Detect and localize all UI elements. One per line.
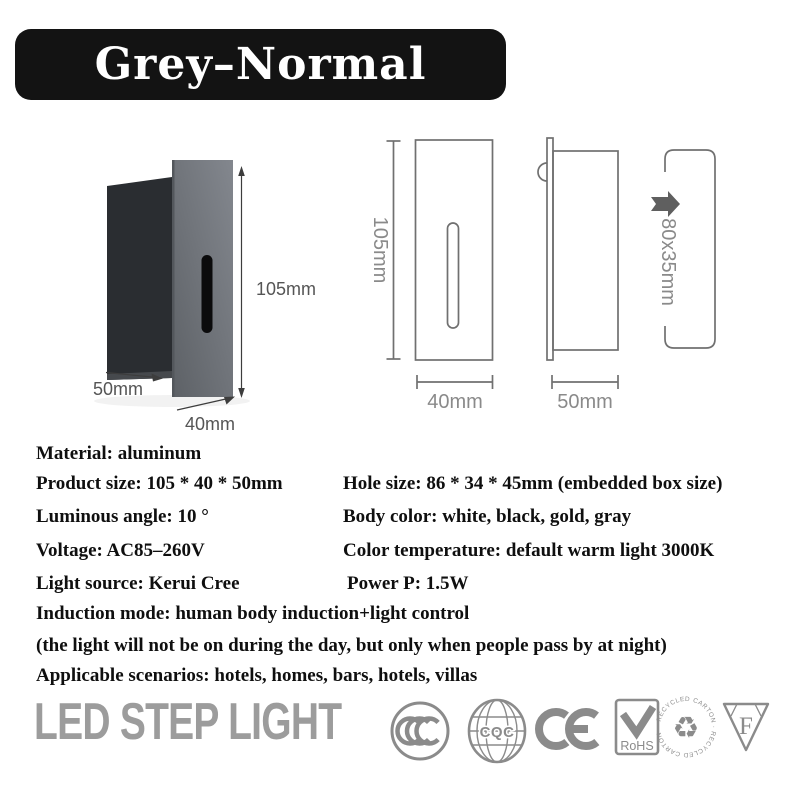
photo-width-label: 40mm (185, 414, 236, 434)
photo-depth-label: 50mm (93, 379, 144, 399)
ce-mark-icon (539, 712, 603, 746)
rohs-label: RoHS (620, 739, 654, 753)
spec-color-temperature: Color temperature: default warm light 3000K (343, 540, 715, 561)
front-height-label: 105mm (369, 216, 391, 284)
spec-luminous-angle: Luminous angle: 10 ° (36, 506, 209, 527)
rohs-mark-icon (616, 700, 658, 754)
front-view-slot (448, 223, 459, 328)
spec-applicable-scenarios: Applicable scenarios: hotels, homes, bars, hotels, villas (36, 665, 478, 686)
f-resin-mark-icon (724, 704, 768, 750)
arrow-down-icon (238, 388, 245, 398)
spec-induction-mode: Induction mode: human body induction+light control (36, 603, 470, 624)
spec-power: Power P: 1.5W (347, 573, 469, 594)
page-title: Grey–Normal (94, 39, 427, 90)
product-body-box (107, 177, 172, 380)
f-label: F (739, 713, 753, 740)
side-view-body (553, 151, 618, 350)
spec-product-size: Product size: 105 * 40 * 50mm (36, 473, 283, 494)
side-view-drawing (538, 138, 618, 389)
side-depth-label: 50mm (557, 391, 613, 413)
recycled-carton-icon (655, 696, 717, 758)
cutout-drawing (651, 150, 715, 348)
recycle-symbol-icon: ♻ (672, 711, 700, 746)
cqc-label: CQC (479, 724, 515, 741)
light-slot (202, 255, 213, 333)
spec-material: Material: aluminum (36, 443, 202, 464)
front-width-label: 40mm (427, 391, 483, 413)
product-photo-3d (94, 160, 250, 407)
check-icon (623, 707, 653, 733)
front-view-drawing (387, 140, 493, 389)
sensor-bump (538, 163, 547, 181)
spec-light-source: Light source: Kerui Cree (36, 573, 240, 594)
spec-induction-note: (the light will not be on during the day, but only when people pass by at night) (36, 635, 667, 656)
svg-text:· RECYCLED CARTON · RECYCLED C: · RECYCLED CARTON · RECYCLED CARTON (654, 695, 718, 759)
spec-voltage: Voltage: AC85–260V (36, 540, 205, 561)
certification-marks (392, 696, 768, 762)
hole-arrow-icon (651, 191, 680, 217)
photo-height-label: 105mm (256, 279, 317, 299)
cutout-size-label: 80x35mm (657, 218, 679, 306)
front-view-outline (416, 140, 493, 360)
spec-body-color: Body color: white, black, gold, gray (343, 506, 632, 527)
arrow-up-icon (238, 166, 245, 176)
faceplate-left-edge (172, 160, 175, 397)
cqc-mark-icon (469, 700, 525, 762)
side-view-faceplate (547, 138, 553, 360)
brand-title: LED STEP LIGHT (34, 693, 342, 751)
ccc-mark-icon (392, 703, 448, 759)
spec-hole-size: Hole size: 86 * 34 * 45mm (embedded box size) (343, 473, 723, 494)
